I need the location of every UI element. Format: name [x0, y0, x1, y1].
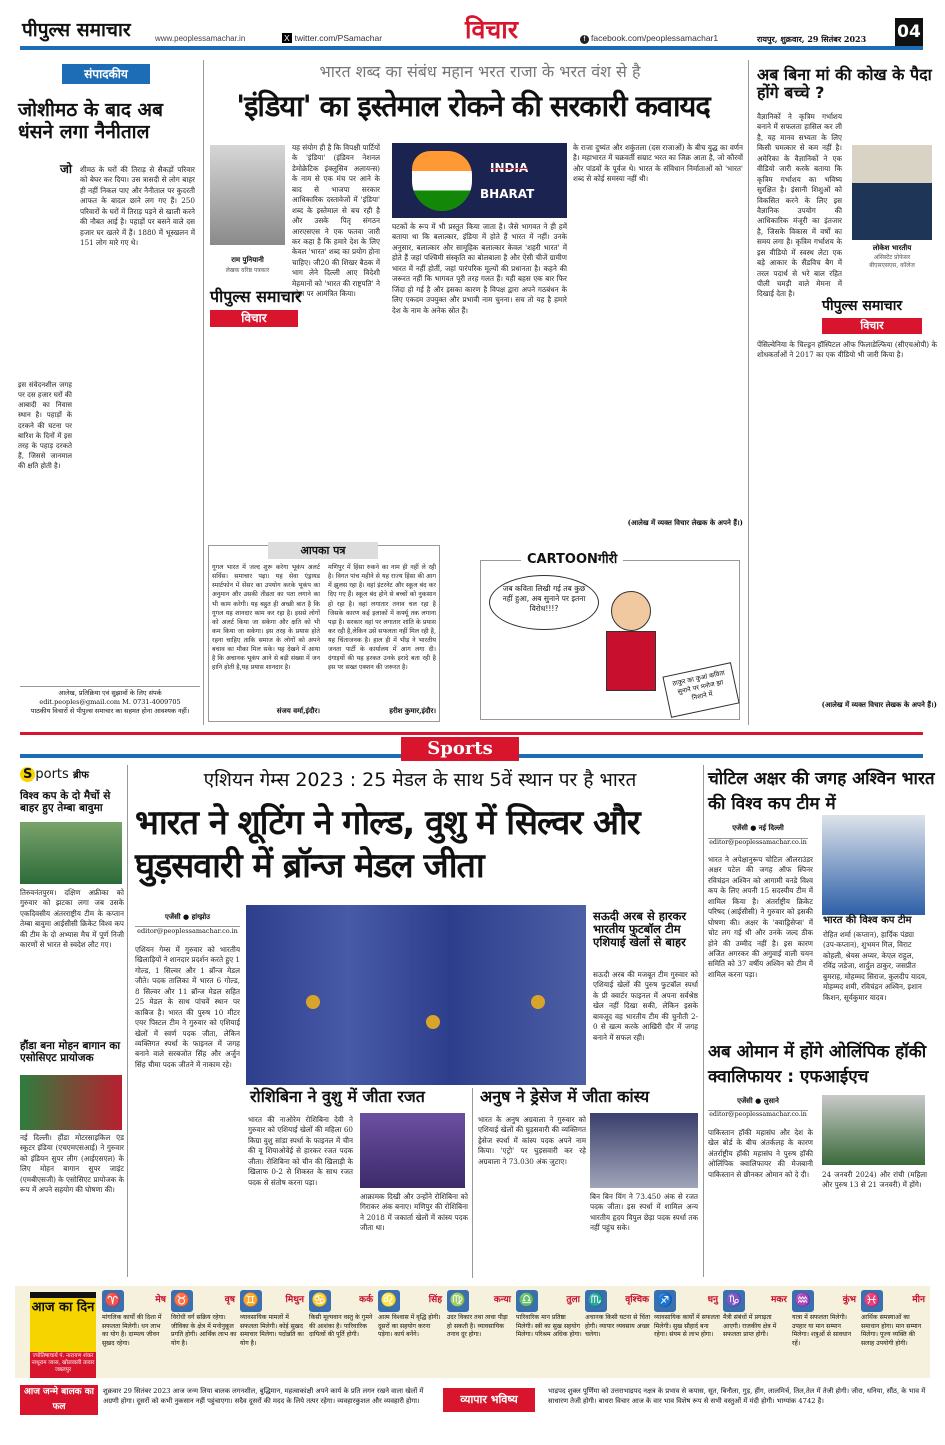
author-photo	[210, 145, 285, 245]
right-author-photo	[852, 145, 932, 240]
author-role: लेखक वरिष्ठ पत्रकार	[225, 267, 270, 274]
brief-1-title: विश्व कप के दो मैचों से बाहर हुए तेम्बा बावुमा	[20, 790, 111, 815]
zodiac-name: कुंभ	[842, 1295, 856, 1305]
brief-s: S	[20, 767, 35, 782]
zodiac-name: वृश्चिक	[625, 1295, 649, 1305]
cartoon-title: CARTOONगीरी	[521, 553, 623, 568]
zodiac-card	[723, 1290, 789, 1375]
role-line-1: असिस्टेंट प्रोफेसर	[873, 254, 911, 261]
masthead-logo: पीपुल्स समाचार	[22, 19, 131, 41]
zodiac-text: विरोधी वर्ग सक्रिय रहेगा। जीविका के क्षेत्र में मनोनुकूल प्रगति होगी। आर्थिक लाभ का योग है।	[171, 1314, 237, 1348]
zodiac-card	[861, 1290, 927, 1375]
sports-headline: भारत ने शूटिंग ने गोल्ड, वुशु में सिल्वर और घुड़सवारी में ब्रॉन्ज मेडल जीता	[135, 803, 640, 886]
ashwin-byline: एजेंसी ● नई दिल्ली	[732, 823, 784, 832]
column-divider	[203, 60, 204, 725]
twitter-handle: twitter.com/PSamachar	[294, 33, 383, 43]
zodiac-text: यात्रा में सफलता मिलेगी। उपहार या मान सम्मान मिलेगा। शत्रुओं से सावधान रहें।	[792, 1314, 852, 1348]
medalists-photo	[246, 905, 586, 1085]
gold-medal-icon	[426, 1015, 440, 1029]
editorial-dropcap: जो	[60, 162, 73, 176]
zodiac-name: मीन	[912, 1295, 925, 1305]
gold-medal-icon	[531, 995, 545, 1009]
main-col2: घटकों के रूप में भी प्रस्तुत किया जाता है। जैसे भागवत ने ही हमें बताया था कि बलात्कार, इंडिया में होते हैं भारत में नहीं। उनके अनुसार, बलात्कार और सामूहिक बलात्कार केवल 'शहरी भारत' में होते हैं जहां पश्चिमी संस्कृति का बोलबाला है और ऐसी चीजें ग्रामीण भारत में नहीं होतीं, जहां पारंपरिक मूल्यों की प्रधानता है। कहने की जरूरत नहीं कि भागवत पूरी तरह गलत हैं। यही बहस एक बार फिर जिंदा हो गई है और इसका कारण है विपक्ष द्वारा अपने गठबंधन के लिए एकदम उपयुक्त और प्रभावी नाम चुनना। सच तो यह है हमारे देश के नाम के अनेक स्रोत हैं।	[392, 222, 567, 315]
zodiac-card	[378, 1290, 444, 1375]
sports-section-tag: Sports	[401, 737, 519, 761]
anush-body-2: बिन बिन यिंग ने 73.450 अंक से रजत पदक जीता। इस स्पर्धा में शामिल अन्य भारतीय हृदय विपुल छेड़ा पदक स्पर्धा तक नहीं पहुंच सके।	[590, 1192, 698, 1233]
right-note: (आलेख में व्यक्त विचार लेखक के अपने हैं।)	[821, 700, 937, 709]
zodiac-card	[585, 1290, 651, 1375]
zodiac-4-icon: ♌	[378, 1290, 400, 1312]
cartoon-figure-head	[611, 591, 651, 631]
main-col1: यह संयोग ही है कि विपक्षी पार्टियों के 'इंडिया' (इंडियन नेशनल डेमोक्रेटिक इंक्लूसिव अलायन्स) के नाम से एक मंच पर आने के बाद से भाजपा सरकार आधिकारिक दस्तावेजों में 'इंडिया' शब्द के इस्तेमाल से बच रही है और उसके पितृ संगठन आरएसएस ने एक फतवा जारी कर कहा है कि हमारे देश के लिए केवल 'भारत' शब्द का प्रयोग होना चाहिए। जी20 की शिखर बैठक में भाग लेने दिल्ली आए विदेशी मेहमानों को 'भारत की राष्ट्रपति' ने भोज पर आमंत्रित किया।	[292, 143, 380, 299]
vichar-logo-tag: विचार	[210, 310, 298, 327]
roshibina-headline: रोशिबिना ने वुशु में जीता रजत	[250, 1087, 425, 1106]
zodiac-text: उदर विकार तथा त्वचा पीड़ा हो सकती है। व्यावसायिक तनाव दूर होगा।	[447, 1314, 508, 1339]
gold-medal-icon	[306, 995, 320, 1009]
born-today-text: शुक्रवार 29 सितंबर 2023 आज जन्म लिया बालक लगनशील, बुद्धिमान, महत्वाकांक्षी अपने कार्य के प्रति लगन रखने वाला खेलों में अग्रणी होगा। दूसरों को कभी नुकसान नहीं पहुंचाएगा। सदैव दूसरों की मदद के लिये तत्पर रहेगा। व्यवहारकुशल और व्यवहारी होगा।	[103, 1387, 424, 1406]
sports-kicker: एशियन गेम्स 2023 : 25 मेडल के साथ 5वें स्थान पर है भारत	[203, 769, 637, 791]
zodiac-card	[654, 1290, 720, 1375]
x-icon: X	[284, 33, 290, 43]
zodiac-card	[447, 1290, 513, 1375]
contact-phone: M. 0731-4009705	[122, 698, 181, 707]
zodiac-7-icon: ♏	[585, 1290, 607, 1312]
mohun-bagan-photo	[20, 1075, 122, 1130]
zodiac-card	[309, 1290, 375, 1375]
zodiac-3-icon: ♋	[309, 1290, 331, 1312]
zodiac-8-icon: ♐	[654, 1290, 676, 1312]
main-headline: 'इंडिया' का इस्तेमाल रोकने की सरकारी कवायद	[236, 89, 710, 123]
zodiac-text: किसी मूल्यवान वस्तु के गुमने की आशंका है। पारिवारिक दायित्वों की पूर्ति होगी।	[309, 1314, 373, 1339]
zodiac-1-icon: ♉	[171, 1290, 193, 1312]
map-text-india: INDIA	[490, 161, 529, 175]
zodiac-6-icon: ♎	[516, 1290, 538, 1312]
editorial-footer	[20, 686, 200, 716]
contact-label: आलेख, प्रतिक्रिया एवं सुझावों के लिए संपर्क	[58, 689, 162, 697]
role-line-2: बीएसएसएस, कॉलेज	[869, 262, 915, 269]
zodiac-card	[240, 1290, 306, 1375]
roshibina-photo	[360, 1113, 465, 1188]
page-number: 04	[895, 18, 923, 46]
website-link[interactable]: www.peoplessamachar.in	[155, 34, 246, 43]
brief-ports: ports	[35, 767, 69, 782]
zodiac-11-icon: ♓	[861, 1290, 883, 1312]
india-bharat-image	[392, 143, 567, 218]
saudi-headline: सऊदी अरब से हारकर भारतीय फुटबॉल टीम एशियाई खेलों से बाहर	[593, 909, 687, 950]
disclaimer: पाठकीय विचारों से पीपुल्स समाचार का सहमत होना आवश्यक नहीं।	[30, 707, 190, 716]
zodiac-name: वृष	[224, 1295, 235, 1305]
cartoon-figure-body	[606, 631, 656, 691]
zodiac-text: अचानक किसी घटना से चिंता होगी। व्यापार व्यवसाय अच्छा चलेगा।	[585, 1314, 651, 1339]
zodiac-card	[102, 1290, 168, 1375]
sports-byline: एजेंसी ● हांग्झोउ	[164, 912, 211, 921]
editorial-title: जोशीमठ के बाद अब धंसने लगा नैनीताल	[18, 99, 163, 143]
column-divider	[472, 1088, 473, 1278]
zodiac-text: आत्म विश्वास में वृद्धि होगी। दूसरों का सहयोग करना पड़ेगा। कार्य बनेंगे।	[378, 1314, 441, 1339]
brief-2-body: नई दिल्ली। हौंडा मोटरसाइकिल एंड स्कूटर इंडिया (एचएमएसआई) ने गुरुवार को इंडियन सुपर लीग (आईएसएल) के लिए मोहन बागान सुपर जाइंट (एमबीएसजी) के एसोसिएट प्रायोजक के रूप में अपने सहयोग की घोषणा की।	[20, 1133, 124, 1195]
roshibina-body-2: आक्रामक दिखी और उन्होंने रोशिबिना को गिराकर अंक बनाए। मणिपुर की रोशिबिना ने 2018 में जकार्ता खेलों में कांस्य पदक जीता था।	[360, 1192, 468, 1233]
ashwin-photo	[822, 815, 925, 915]
sports-body: एशियन गेम्स में गुरुवार को भारतीय खिलाड़ियों ने शानदार प्रदर्शन करते हुए 1 गोल्ड, 1 सिल्वर और 1 ब्रॉन्ज मेडल जीते। पदक तालिका में भारत 6 गोल्ड, 8 सिल्वर और 11 ब्रॉन्ज मेडल सहित 25 मेडल के साथ पांचवें स्थान पर काबिज है। भारत की पुरुष 10 मीटर एयर पिस्टल टीम ने गुरुवार को एशियाई खेलों में स्वर्ण पदक जीता, लेकिन व्यक्तिगत स्पर्धा के फाइनल में जगह बनाने वाले सरबजोत सिंह और अर्जुन सिंह चीमा पदक जीतने में नाकाम रहे।	[135, 945, 240, 1069]
ashwin-body: भारत ने अपेक्षानुरूप चोटिल ऑलराउंडर अक्षर पटेल की जगह ऑफ स्पिनर रविचंद्रन अश्विन को आगामी वनडे विश्व कप के लिए अपनी 15 सदस्यीय टीम में शामिल किया है। अंतर्राष्ट्रीय क्रिकेट परिषद (आईसीसी) ने गुरुवार को इसकी घोषणा की। अक्षर के 'क्वाड्रिसेप्स' में चोट लग गई थी और उनके जल्द ठीक होने की उम्मीद नहीं है। इस कारण अजित अगरकर की अगुवाई वाली चयन समिति को 37 वर्षीय अश्विन को टीम में शामिल करना पड़ा।	[708, 855, 813, 979]
zodiac-name: कन्या	[493, 1295, 511, 1305]
saudi-body: सऊदी अरब की मजबूत टीम गुरुवार को एशियाई खेलों की पुरुष फुटबॉल स्पर्धा के प्री क्वार्टर फाइनल में अपना सर्वश्रेष्ठ खेल नहीं दिखा सकी, लेकिन इसके बावजूद वह भारतीय टीम की चुनौती 2-0 से खत्म करके आखिरी दौर में जगह बनाने में सफल रही।	[593, 970, 698, 1042]
hockey-photo	[822, 1095, 925, 1165]
anush-photo	[590, 1113, 698, 1188]
horoscope-title: आज का दिन	[31, 1300, 95, 1315]
anush-body: भारत के अनुष अग्रवाला ने गुरुवार को एशियाई खेलों की घुड़सवारी की व्यक्तिगत ड्रेसेज स्पर्धा में कांस्य पदक अपने नाम किया। 'एट्रो' पर घुड़सवारी कर रहे अग्रवाला ने 73.030 अंक जुटाए।	[478, 1115, 586, 1166]
zodiac-name: धनु	[707, 1295, 718, 1305]
right-body-2: पेंसिल्वेनिया के चिल्ड्रन हॉस्पिटल ऑफ फिलाडेल्फिया (सीएचओपी) के शोधकर्ताओं ने 2017 का एक वीडियो भी जारी किया है।	[757, 340, 937, 360]
hockey-body: पाकिस्तान हॉकी महासंघ और देश के खेल बोर्ड के बीच अंतर्कलह के कारण अंतर्राष्ट्रीय हॉकी महासंघ ने पुरुष हॉकी ओलिंपिक क्वालिफायर की मेजबानी पाकिस्तान से छीनकर ओमान को दे दी।	[708, 1128, 813, 1179]
zodiac-text: मांगलिक कार्यों की दिशा में सफलता मिलेगी। धन लाभ का योग है। दाम्पत्य जीवन सुखद रहेगा।	[102, 1314, 162, 1348]
facebook-icon: f	[580, 35, 589, 44]
bavuma-photo	[20, 822, 122, 884]
hockey-body-2: 24 जनवरी 2024) और रांची (महिला और पुरुष 13 से 21 जनवरी) में होंगे।	[822, 1170, 927, 1190]
letters-title: आपका पत्र	[268, 542, 378, 559]
brief-label: ब्रीफ	[72, 770, 89, 781]
zodiac-name: कर्क	[359, 1295, 373, 1305]
cartoon-box	[480, 552, 740, 720]
zodiac-10-icon: ♒	[792, 1290, 814, 1312]
column-divider	[703, 765, 704, 1277]
sports-brief-tag	[20, 767, 89, 782]
main-kicker: भारत शब्द का संबंध महान भरत राजा के भरत वंश से है	[319, 62, 641, 81]
brief-2-title: हौंडा बना मोहन बागान का एसोसिएट प्रायोजक	[20, 1040, 121, 1065]
brief-1-body: तिरुवनंतपुरम। दक्षिण अफ्रीका को गुरुवार को झटका लगा जब उसके एकदिवसीय अंतरराष्ट्रीय टीम के कप्तान तेम्बा बावुमा आईसीसी क्रिकेट विश्व कप की टीम के दो अभ्यास मैच में पूर्ण निजी कारणों से भारत से स्वदेश लौट गए।	[20, 888, 124, 950]
astrologer-credit: ज्योतिषाचार्य पं. नारायण शंकर नाथूराम व्यास, खोलवाली तावार जबलपुर	[30, 1352, 96, 1378]
main-col3: के राजा दुष्यंत और शकुंतला (दस राजाओं) के बीच युद्ध का वर्णन है। महाभारत में चक्रवर्ती सम्राट भरत का जिक्र आता है, जो कौरवों और पांडवों के पूर्वज थे। भारत के संविधान निर्माताओं को 'भारत' शब्द से कोई समस्या नहीं थी।	[573, 143, 743, 184]
zodiac-text: पारिवारिक मान प्रतिष्ठा मिलेगी। स्त्री का सुख सहयोग मिलेगा। परिश्रम अधिक होगा।	[516, 1314, 582, 1339]
zodiac-name: मिथुन	[285, 1295, 304, 1305]
column-divider	[127, 765, 128, 1277]
zodiac-0-icon: ♈	[102, 1290, 124, 1312]
facebook-link[interactable]	[580, 33, 718, 44]
twitter-link[interactable]	[282, 33, 382, 43]
section-title: विचार	[465, 15, 518, 44]
india-map-graphic	[412, 151, 472, 211]
ashwin-headline: चोटिल अक्षर की जगह अश्विन भारत की विश्व कप टीम में	[708, 769, 935, 814]
zodiac-text: मैत्री संबंधों में प्रगाढ़ता आएगी। राजकीय क्षेत्र में सफलता प्राप्त होगी।	[723, 1314, 777, 1339]
hockey-byline: एजेंसी ● लुसाने	[737, 1096, 779, 1105]
zodiac-name: मकर	[771, 1295, 787, 1305]
zodiac-text: आर्थिक समस्याओं का समाधान होगा। मान सम्मान मिलेगा। पूज्य व्यक्ति की सलाह उपयोगी होगी।	[861, 1314, 922, 1348]
team-list: रोहित शर्मा (कप्तान), हार्दिक पंड्या (उप-कप्तान), शुभमन गिल, विराट कोहली, श्रेयस अय्यर, केएल राहुल, रविंद्र जडेजा, शार्दुल ठाकुर, जसप्रीत बुमराह, मोहम्मद सिराज, कुलदीप यादव, मोहम्मद शमी, रविचंद्रन अश्विन, इशान किशन, सूर्यकुमार यादव।	[823, 930, 928, 1002]
born-today-label: आज जन्मे बालक का फल	[20, 1385, 98, 1415]
zodiac-name: तुला	[566, 1295, 580, 1305]
contact-email[interactable]: edit.peoples@gmail.com	[39, 698, 121, 707]
cartoon-speech-bubble: जब कविता लिखी गई तब कुछ नहीं हुआ, अब सुनाने पर इतना विरोध!!!?	[489, 575, 599, 630]
anush-headline: अनुष ने ड्रेसेज में जीता कांस्य	[480, 1087, 650, 1106]
zodiac-card	[171, 1290, 237, 1375]
dateline: रायपुर, शुक्रवार, 29 सितंबर 2023	[757, 34, 867, 44]
editorial-tag: संपादकीय	[62, 64, 150, 84]
main-note: (आलेख में व्यक्त विचार लेखक के अपने हैं।)	[627, 518, 743, 527]
map-text-bharat: BHARAT	[480, 187, 535, 201]
trade-forecast-text: भाद्रपद शुक्ल पूर्णिमा को उत्तराभाद्रपद नक्षत्र के प्रभाव से कपास, सूत, बिनौला, गुड़, हींग, लालमिर्च, तिल,तेल में तेजी होगी। जीरा, धनिया, सौंठ, के भाव में साधारण तेजी होगी। बाधरा विचार आज के वार भाव विशेष रूप से सभी वस्तुओं में मंदी होगी। भाग्यांक 4742 है।	[548, 1387, 926, 1406]
hockey-email[interactable]: editor@peoplessamachar.co.in	[709, 1111, 807, 1118]
sports-top-rule	[20, 732, 923, 735]
zodiac-card	[792, 1290, 858, 1375]
editorial-sidebar: इस संवेदनशील जगह पर दस हजार घरों की आबादी का निवास स्थान है। पहाड़ों के दरकने की घटना पर बारिश के दिनों में इस तरह के पहाड़ दरकते हैं, जिससे जानमाल की क्षति होती है।	[18, 381, 72, 471]
right-author-role	[852, 253, 932, 269]
column-divider	[748, 60, 749, 725]
letter-2-signature: हरीश कुमार,इंदौर।	[389, 706, 436, 715]
zodiac-text: व्यावसायिक कार्यों में सफलता मिलेगी। सुख सौहार्द बना रहेगा। संयम से लाभ होगा।	[654, 1314, 720, 1339]
sports-email[interactable]: editor@peoplessamachar.co.in	[135, 926, 240, 935]
zodiac-9-icon: ♑	[723, 1290, 745, 1312]
zodiac-name: मेष	[155, 1295, 166, 1305]
letter-1: गूगल भारत में जल्द शुरू करेगा भूकंप अलर्ट सर्विस। समाचार पढ़ा। यह सेवा एंड्रायड स्मार्टफोन में सेंसर का उपयोग करके भूकंप का अनुमान और उसकी तीव्रता का पता लगाने का भी काम करेगी। यह बहुत ही अच्छी बात है कि गूगल यह शानदार काम कर रहा है। इससे लोगों को अलर्ट किया जा सकेगा और क्षति को भी कम किया जा सकेगा। इस तरह के प्रयास होते रहना चाहिए ताकि समाज के लोगों को अपने बचाव का मौका मिल सके। यह देखने में आया है कि अचानक भूकंप आने से बड़ी संख्या में जन हानि होती है,यह प्रयास शानदार है।	[212, 564, 320, 672]
zodiac-2-icon: ♊	[240, 1290, 262, 1312]
roshibina-body: भारत की नाओरेम रोशिबिना देवी ने गुरुवार को एशियाई खेलों की महिला 60 किग्रा वुशु सांडा स्पर्धा के फाइनल में चीन की वू शियाओवेई से हारकर रजत पदक जीता। रोशिबिना को चीन की खिलाड़ी के खिलाफ 0-2 से शिकस्त के साथ रजत पदक से संतोष करना पड़ा।	[248, 1115, 353, 1187]
cartoon-placard: ठाकुर का कुआं कविता सुनाने पर मनोज झा निशाने में	[662, 662, 739, 718]
zodiac-name: सिंह	[428, 1295, 442, 1305]
hockey-headline: अब ओमान में होंगे ओलिंपिक हॉकी क्वालिफायर : एफआईएच	[708, 1042, 927, 1087]
right-body: वैज्ञानिकों ने कृत्रिम गर्भाशय बनाने में सफलता हासिल कर ली है, यह मानव सभ्यता के लिए किसी चमत्कार से कम नहीं है। अमेरिका के वैज्ञानिकों ने एक वीडियो जारी करके बताया कि कृत्रिम गर्भाशय का भविष्य सुरक्षित है। इंसानी शिशुओं को विकसित करने के लिए इस वैज्ञानिक उपयोग की आधिकारिक मंजूरी का इंतजार है, जिसके विकास में वर्षों का समय लगा है। कृत्रिम गर्भाशय के इस वीडियो में स्वस्थ लेटा एक बड़े आकार के सैंडविच बैग में तरल पदार्थ से भरे बाल रहित पीली चमड़ी वाले मेमना में दिखाई देता है।	[757, 112, 842, 299]
right-headline: अब बिना मां की कोख के पैदा होंगे बच्चे ?	[757, 65, 932, 103]
zodiac-text: व्यावसायिक मामलों में सफलता मिलेगी। कोई सुखद समाचार मिलेगा। पदोन्नति का योग है।	[240, 1314, 304, 1348]
author-name: राम पुनियानी	[231, 255, 264, 264]
letter-2: मणिपुर में हिंसा रुकने का नाम ही नहीं ले रही है। विगत पांच महीने से यह राज्य हिंसा की आग में झुलस रहा है। वहां इंटरनेट और स्कूल बंद कर दिए गए हैं। स्कूल बंद होने से बच्चों को नुकसान हो रहा है। वहां लगातार तनाव चल रहा है जिसके कारण कई इलाकों में कर्फ्यू तक लगाना पड़ा है। सरकार वहां पर लगातार शांति के प्रयास कर रही है,लेकिन उसे सफलता नहीं मिल रही है, यह चिंताजनक है। हाल ही में भीड़ ने भारतीय जनता पार्टी के कार्यालय में आग लगा दी। दंगाइयों की यह हरकत उनके इरादे बता रही है इस पर सख्त एक्शन की जरूरत है।	[328, 564, 436, 672]
right-vichar-tag: विचार	[822, 318, 922, 334]
vichar-logo: पीपुल्स समाचार	[210, 287, 302, 306]
ashwin-email[interactable]: editor@peoplessamachar.co.in	[709, 839, 807, 846]
header-rule	[20, 46, 923, 50]
zodiac-card	[516, 1290, 582, 1375]
trade-forecast-label: व्यापार भविष्य	[443, 1388, 535, 1412]
facebook-handle: facebook.com/peoplessamachar1	[591, 33, 719, 43]
team-title: भारत की विश्व कप टीम	[823, 915, 912, 926]
zodiac-5-icon: ♍	[447, 1290, 469, 1312]
right-author-name: लोकेश भारतीय	[872, 243, 912, 252]
letter-1-signature: संजय वर्मा,इंदौर।	[276, 706, 320, 715]
right-vichar-logo: पीपुल्स समाचार	[822, 298, 903, 314]
editorial-body: शीमठ के घरों की तिराड़ से सैकड़ों परिवार को बेघर कर दिया। उस त्रासदी से लोग बाहर ही नहीं निकल पाए और नैनीताल पर कुदरती आफत के बादल छाने लग गए हैं। 250 परिवारों के घरों में तिराड़ पड़ने से खाली करने की नौबत आई है। पहाड़ों पर बसने वाले दस हजार घर खतरे में हैं। 1880 में भूस्खलन में 151 लोग मारे गए थे।	[80, 165, 195, 248]
